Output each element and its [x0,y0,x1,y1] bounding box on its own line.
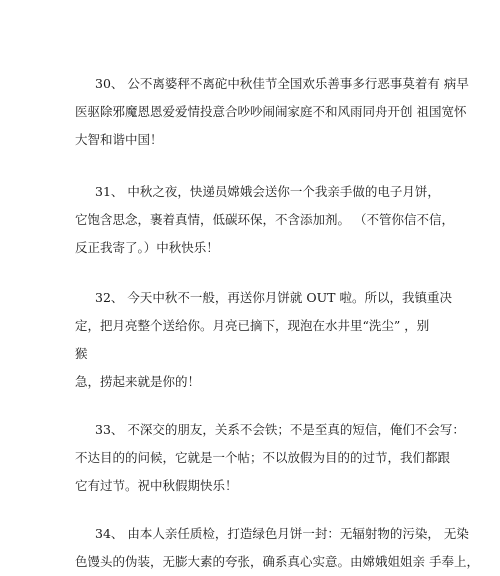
paragraph-line: 30、 公不离婆秤不离砣中秋佳节全国欢乐善事多行恶事莫着有 病早 [95,76,469,91]
paragraph-line: 33、 不深交的朋友，关系不会铁；不是至真的短信，俺们不会写： [95,422,465,437]
paragraph-line: 猴 [75,346,88,361]
paragraph-line: 色馒头的伪装，无膨大素的夸张，确系真心实意。由嫦娥姐姐亲 手奉上， [75,554,479,569]
paragraph-32 [75,284,475,396]
paragraph-line: 急，捞起来就是你的！ [75,374,201,389]
paragraph-line: 32、 今天中秋不一般，再送你月饼就 OUT 啦。所以，我镇重决 [95,290,452,305]
paragraph-line: 医驱除邪魔恩恩爱爱情投意合吵吵闹闹家庭不和风雨同舟开创 祖国宽怀 [75,104,467,119]
paragraph-line: 31、 中秋之夜，快递员嫦娥会送你一个我亲手做的电子月饼， [95,184,440,199]
paragraph-line: 大智和谐中国！ [75,132,163,147]
paragraph-line: 34、 由本人亲任质检，打造绿色月饼一封：无辐射物的污染， 无染 [95,526,469,541]
paragraph-line: 定，把月亮整个送给你。月亮已摘下，现泡在水井里“洗尘” ，别 [75,318,430,333]
paragraph-33 [75,416,475,500]
paragraph-34 [75,520,479,576]
paragraph-line: 它有过节。祝中秋假期快乐！ [75,478,238,493]
paragraph-31 [75,178,475,262]
paragraph-line: 反正我寄了。）中秋快乐！ [75,240,219,255]
paragraph-30 [75,70,475,154]
paragraph-line: 不达目的的问候，它就是一个帖；不以放假为目的的过节，我们都跟 [75,450,451,465]
paragraph-line: 它饱含思念，裹着真情，低碳环保，不含添加剂。 （不管你信不信， [75,212,454,227]
